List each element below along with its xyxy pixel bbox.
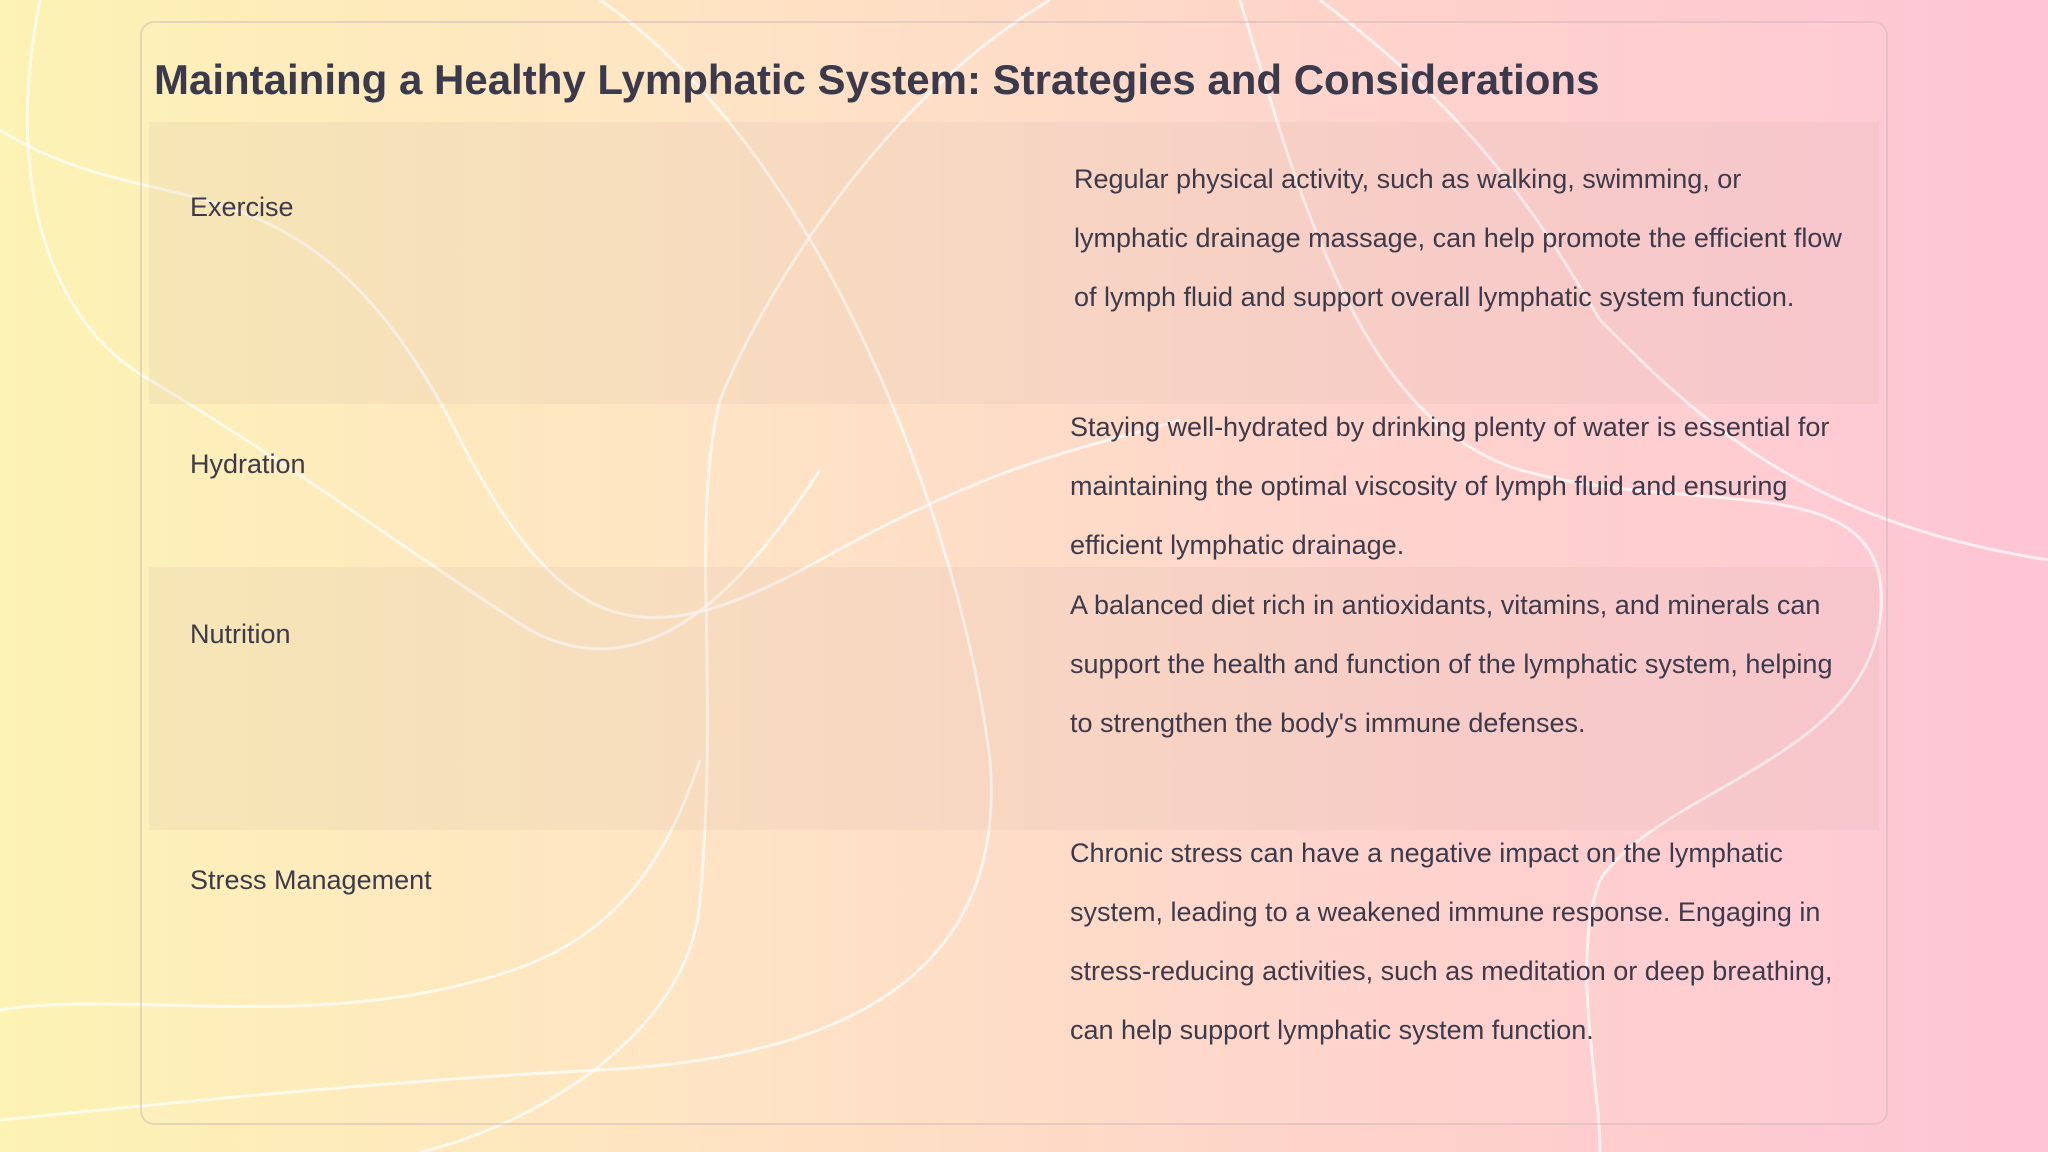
table-row [149, 404, 1879, 567]
row-label-hydration: Hydration [190, 449, 306, 479]
row-label-exercise: Exercise [190, 192, 294, 222]
strategies-table [149, 122, 1879, 1070]
table-row [149, 567, 1879, 830]
page-title: Maintaining a Healthy Lymphatic System: Strategies and Considerations [154, 56, 1600, 103]
row-description-hydration: Staying well-hydrated by drinking plenty of water is essential for maintaining the optimal viscosity of lymph fluid and ensuring efficient lymphatic drainage. [1070, 412, 1830, 560]
row-label-nutrition: Nutrition [190, 619, 291, 649]
table-row [149, 122, 1879, 404]
row-description-exercise: Regular physical activity, such as walking, swimming, or lymphatic drainage massage, can help promote the efficient flow of lymph fluid and support overall lymphatic system function. [1074, 164, 1842, 312]
row-description-nutrition: A balanced diet rich in antioxidants, vitamins, and minerals can support the health and function of the lymphatic system, helping to strengthen the body's immune defenses. [1070, 590, 1833, 738]
table-row [149, 830, 1879, 1070]
row-description-stress-management: Chronic stress can have a negative impact on the lymphatic system, leading to a weakened immune response. Engaging in stress-reducing activities, such as meditation or deep breathing, can help support lymphatic system function. [1070, 838, 1833, 1045]
row-label-stress-management: Stress Management [190, 865, 432, 895]
